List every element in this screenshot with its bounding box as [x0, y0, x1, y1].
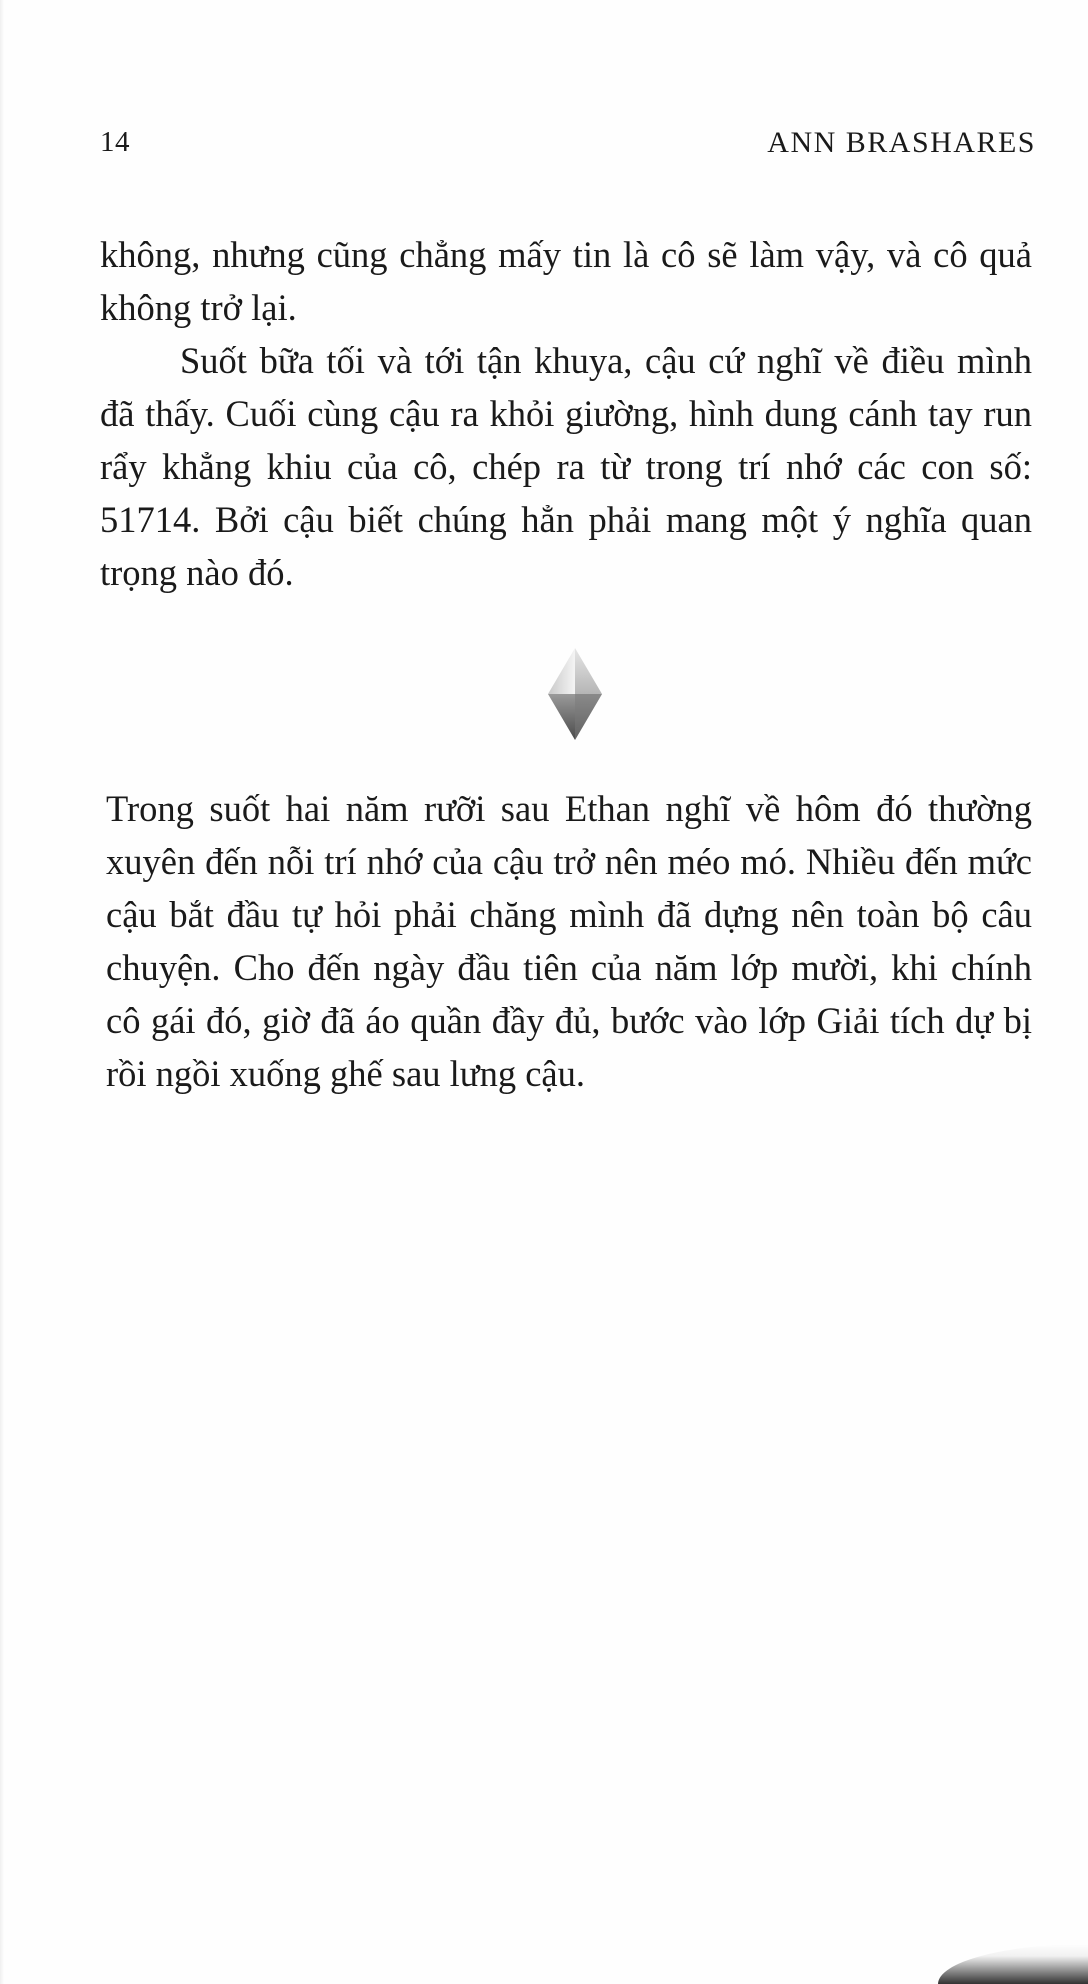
page-left-edge [0, 0, 4, 1984]
paragraph-continued: không, nhưng cũng chẳng mấy tin là cô sẽ làm vậy, và cô quả không trở lại. [100, 234, 1032, 328]
running-head-author: ANN BRASHARES [767, 126, 1036, 159]
section-one-text [100, 228, 1032, 599]
page-corner-shadow [938, 1944, 1088, 1984]
section-two-text [106, 782, 1032, 1100]
paragraph: Suốt bữa tối và tới tận khuya, cậu cứ nghĩ về điều mình đã thấy. Cuối cùng cậu ra khỏi giường, hình dung cánh tay run rẩy khẳng khiu của cô, chép ra từ trong trí nhớ các con số: 51714. Bởi cậu biết chúng hẳn phải mang một ý nghĩa quan trọng nào đó. [100, 340, 1032, 593]
diamond-ornament-icon [548, 648, 602, 740]
page-number: 14 [100, 126, 130, 158]
page-header [100, 126, 1036, 166]
paragraph: Trong suốt hai năm rưỡi sau Ethan nghĩ về hôm đó thường xuyên đến nỗi trí nhớ của cậu trở nên méo mó. Nhiều đến mức cậu bắt đầu tự hỏi phải chăng mình đã dựng nên toàn bộ câu chuyện. Cho đến ngày đầu tiên của năm lớp mười, khi chính cô gái đó, giờ đã áo quần đầy đủ, bước vào lớp Giải tích dự bị rồi ngồi xuống ghế sau lưng cậu. [106, 788, 1032, 1094]
